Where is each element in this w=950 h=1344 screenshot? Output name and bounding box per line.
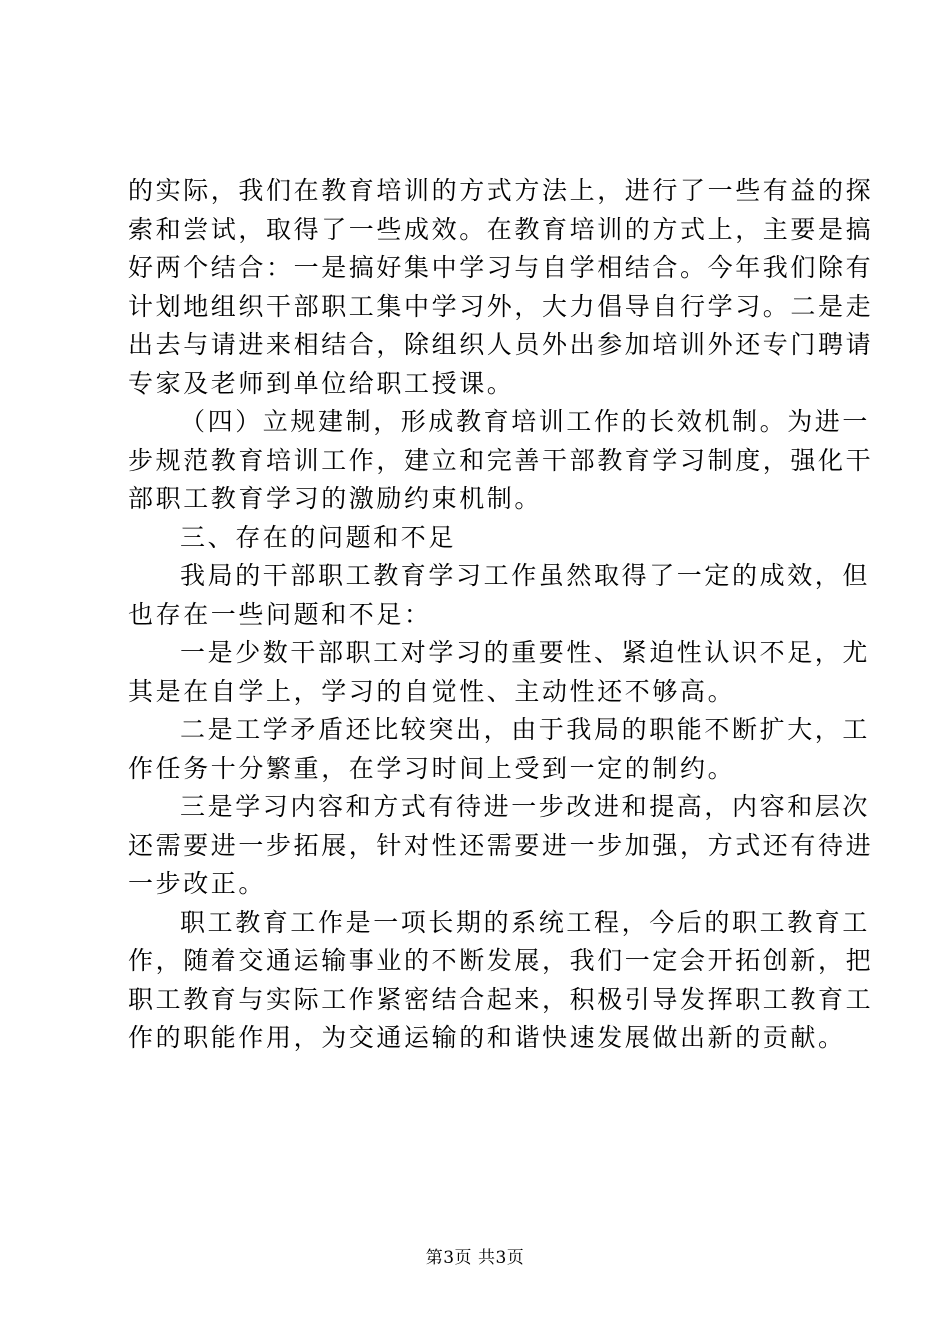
text-line: 作任务十分繁重，在学习时间上受到一定的制约。 bbox=[128, 753, 736, 783]
document-body bbox=[128, 172, 874, 1058]
text-line: 作的职能作用，为交通运输的和谐快速发展做出新的贡献。 bbox=[128, 1023, 846, 1052]
text-line: 部职工教育学习的激励约束机制。 bbox=[128, 484, 543, 513]
text-line: 还需要进一步拓展，针对性还需要进一步加强，方式还有待进 bbox=[128, 830, 874, 860]
text-line: 也存在一些问题和不足： bbox=[128, 599, 432, 629]
text-line: 好两个结合：一是搞好集中学习与自学相结合。今年我们除有 bbox=[128, 253, 874, 282]
section-heading: （四）立规建制，形成教育培训工作的长效机制。为进一 bbox=[180, 407, 871, 436]
paragraph-start: 二是工学矛盾还比较突出，由于我局的职能不断扩大，工 bbox=[180, 715, 871, 744]
text-line: 的实际，我们在教育培训的方式方法上，进行了一些有益的探 bbox=[128, 176, 874, 205]
text-line: 索和尝试，取得了一些成效。在教育培训的方式上，主要是搞 bbox=[128, 214, 874, 244]
page-number-footer: 第3页 共3页 bbox=[425, 1248, 525, 1268]
text-line: 计划地组织干部职工集中学习外，大力倡导自行学习。二是走 bbox=[128, 291, 874, 321]
paragraph-start: 一是少数干部职工对学习的重要性、紧迫性认识不足，尤 bbox=[180, 638, 871, 667]
paragraph-start: 三是学习内容和方式有待进一步改进和提高，内容和层次 bbox=[180, 792, 871, 821]
paragraph-start: 职工教育工作是一项长期的系统工程，今后的职工教育工 bbox=[180, 907, 871, 937]
text-line: 专家及老师到单位给职工授课。 bbox=[128, 368, 515, 398]
paragraph-start: 我局的干部职工教育学习工作虽然取得了一定的成效，但 bbox=[180, 561, 871, 590]
text-line: 一步改正。 bbox=[128, 869, 267, 898]
section-heading: 三、存在的问题和不足 bbox=[180, 522, 457, 552]
text-line: 其是在自学上，学习的自觉性、主动性还不够高。 bbox=[128, 676, 736, 706]
text-line: 出去与请进来相结合，除组织人员外出参加培训外还专门聘请 bbox=[128, 330, 874, 359]
text-line: 职工教育与实际工作紧密结合起来，积极引导发挥职工教育工 bbox=[128, 984, 874, 1014]
text-line: 作，随着交通运输事业的不断发展，我们一定会开拓创新，把 bbox=[128, 946, 874, 975]
text-line: 步规范教育培训工作，建立和完善干部教育学习制度，强化干 bbox=[128, 445, 874, 475]
